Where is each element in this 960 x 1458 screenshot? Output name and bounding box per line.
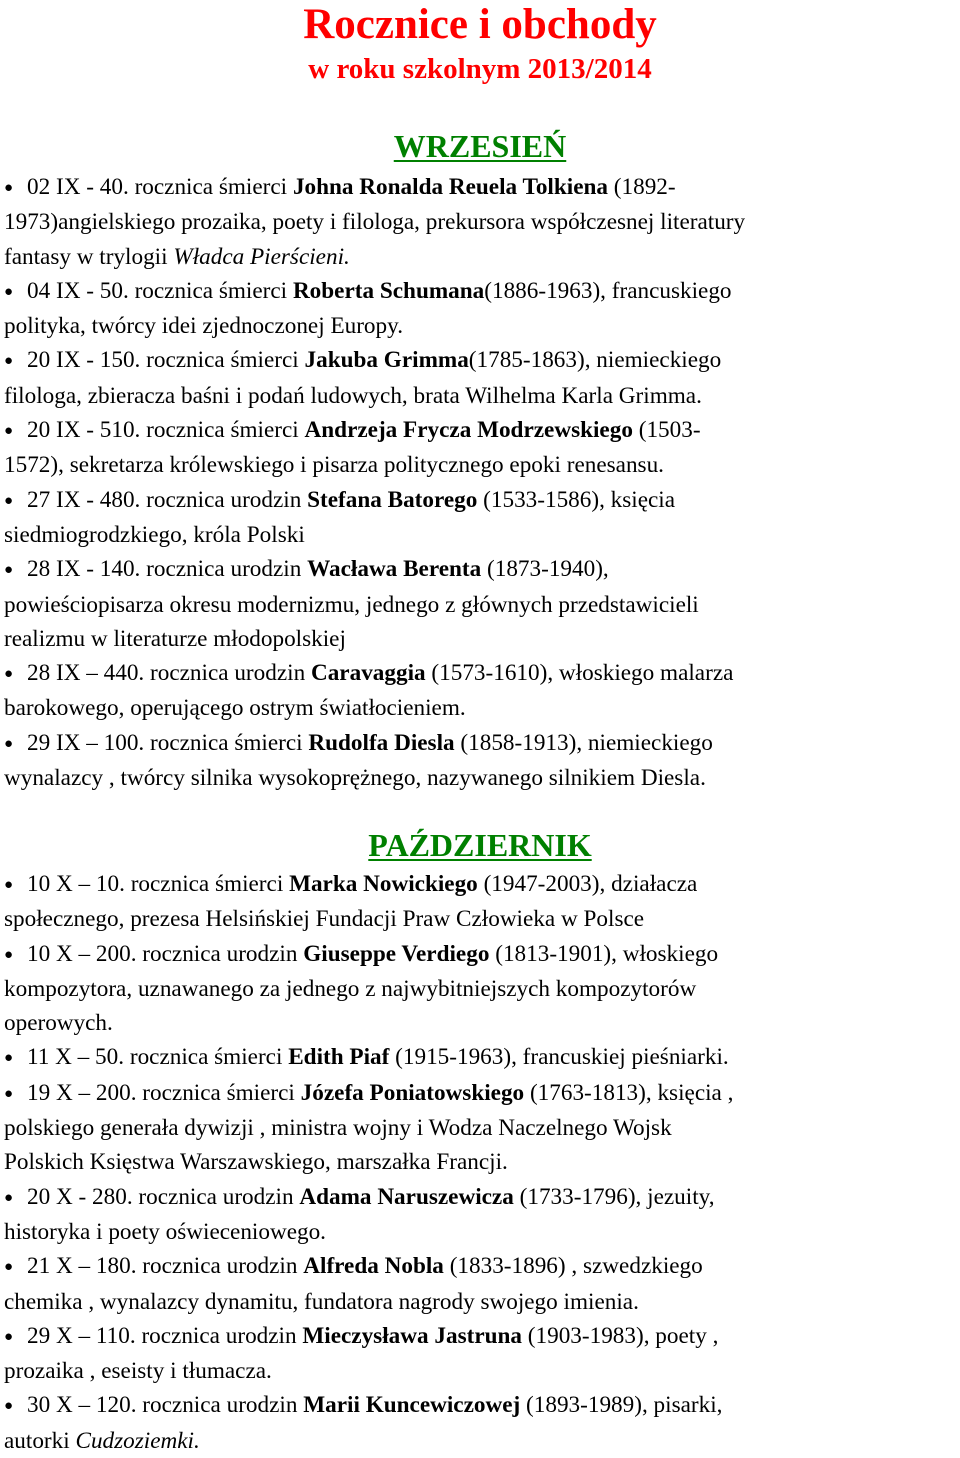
entry-continuation-line	[4, 1424, 960, 1458]
entry-person: Marka Nowickiego	[289, 871, 478, 897]
entry-detail: (1915-1963), francuskiej pieśniarki.	[395, 1044, 729, 1071]
entry-work-title: Cudzoziemki.	[75, 1427, 200, 1454]
entry-first-line	[4, 726, 960, 761]
entry-event: rocznica urodzin	[142, 1253, 298, 1280]
entry-event: rocznica śmierci	[150, 729, 303, 756]
entry-event: rocznica śmierci	[146, 417, 299, 444]
entry-detail: autorki	[4, 1427, 76, 1454]
bullet-icon: ●	[4, 1085, 14, 1102]
entry-first-line	[4, 1388, 960, 1423]
entry-detail: (1813-1901), włoskiego	[495, 940, 719, 967]
entry-date: 02 IX - 40.	[27, 174, 129, 200]
entry-detail: operowych.	[4, 1010, 113, 1037]
entry-person: Andrzeja Frycza Modrzewskiego	[304, 417, 633, 444]
entry-event: rocznica urodzin	[150, 660, 306, 687]
entry-date: 28 IX - 140.	[27, 556, 141, 583]
entry-event: rocznica śmierci	[129, 1044, 283, 1071]
entry-detail: 1973)angielskiego prozaika, poety i filologa, prekursora współczesnej literatury	[4, 209, 746, 236]
entry-detail: chemika , wynalazcy dynamitu, fundatora nagrody swojego imienia.	[4, 1288, 639, 1315]
bullet-icon: ●	[4, 283, 14, 300]
entry-first-line	[4, 1076, 960, 1111]
entry-date: 20 IX - 510.	[27, 417, 141, 444]
bullet-icon: ●	[4, 562, 14, 579]
entry-event: rocznica urodzin	[146, 486, 302, 513]
entry-first-line	[4, 867, 960, 902]
entry-event: rocznica urodzin	[142, 1392, 298, 1419]
entry-event: rocznica urodzin	[142, 940, 298, 967]
entry-detail: społecznego, prezesa Helsińskiej Fundacji Praw Człowieka w Polsce	[4, 906, 645, 933]
entry-person: Stefana Batorego	[307, 486, 478, 513]
entry-date: 28 IX – 440.	[27, 660, 145, 687]
bullet-icon: ●	[4, 1328, 14, 1345]
entry-person: Roberta Schumana	[292, 277, 485, 304]
entry-event: rocznica śmierci	[142, 1079, 295, 1106]
entry-detail: historyka i poety oświeceniowego.	[4, 1218, 326, 1245]
entry-detail: (1893-1989), pisarki,	[526, 1392, 723, 1419]
bullet-icon: ●	[4, 1189, 14, 1206]
entry-detail: (1763-1813), księcia ,	[529, 1079, 734, 1106]
entry-detail: prozaika , eseisty i tłumacza.	[4, 1358, 272, 1385]
entry-date: 20 IX - 150.	[27, 347, 141, 374]
entry-date: 29 IX – 100.	[27, 729, 145, 756]
entry-continuation-line	[4, 1111, 960, 1145]
entry-person: Mieczysława Jastruna	[302, 1322, 522, 1349]
entry-detail: (1886-1963), francuskiego	[484, 277, 732, 304]
entry-first-line	[4, 1319, 960, 1354]
entry-date: 21 X – 180.	[27, 1253, 137, 1280]
entry-continuation-line	[4, 622, 960, 656]
page-subtitle: w roku szkolnym 2013/2014	[308, 53, 652, 85]
entry-continuation-line	[4, 761, 960, 795]
bullet-icon: ●	[4, 735, 14, 752]
entry-event: rocznica śmierci	[130, 871, 284, 897]
entry-date: 10 X – 10.	[27, 871, 125, 897]
entry-continuation-line	[4, 205, 960, 239]
month-heading-september: WRZESIEŃ	[393, 128, 567, 164]
entry-person: Johna Ronalda Reuela Tolkiena	[292, 174, 608, 200]
entry-detail: (1947-2003), działacza	[483, 871, 698, 897]
bullet-icon: ●	[4, 1398, 14, 1415]
entry-continuation-line	[4, 1215, 960, 1249]
entry-detail: Polskich Księstwa Warszawskiego, marszałka Francji.	[4, 1149, 508, 1176]
entry-detail: barokowego, operującego ostrym światłocieniem.	[4, 695, 466, 722]
entry-first-line	[4, 1180, 960, 1215]
entry-first-line	[4, 343, 960, 378]
entry-continuation-line	[4, 379, 960, 413]
entry-first-line	[4, 483, 960, 518]
entry-event: rocznica śmierci	[134, 174, 288, 200]
entry-date: 11 X – 50.	[27, 1044, 125, 1071]
entry-detail: siedmiogrodzkiego, króla Polski	[4, 521, 305, 548]
entry-first-line	[4, 1040, 960, 1075]
entry-work-title: Władca Pierścieni.	[173, 243, 350, 270]
month-heading-october: PAŹDZIERNIK	[368, 827, 592, 863]
entry-first-line	[4, 413, 960, 448]
entry-person: Giuseppe Verdiego	[303, 940, 490, 967]
bullet-icon: ●	[4, 946, 14, 963]
entry-continuation-line	[4, 972, 960, 1006]
entry-first-line	[4, 552, 960, 587]
entry-event: rocznica urodzin	[141, 1322, 297, 1349]
entry-event: rocznica śmierci	[134, 277, 288, 304]
entry-continuation-line	[4, 240, 960, 274]
entry-date: 27 IX - 480.	[27, 486, 141, 513]
bullet-icon: ●	[4, 877, 14, 893]
entry-person: Adama Naruszewicza	[299, 1183, 514, 1210]
bullet-icon: ●	[4, 1259, 14, 1276]
bullet-icon: ●	[4, 666, 14, 683]
entry-list-september	[4, 170, 960, 795]
bullet-icon: ●	[4, 353, 14, 370]
entry-detail: (1503-	[638, 417, 701, 444]
entry-continuation-line	[4, 902, 960, 936]
entry-detail: (1785-1863), niemieckiego	[468, 347, 722, 374]
entry-detail: (1858-1913), niemieckiego	[460, 729, 713, 756]
entry-person: Jakuba Grimma	[304, 347, 469, 374]
entry-detail: fantasy w trylogii	[4, 243, 174, 270]
entry-person: Wacława Berenta	[307, 556, 482, 583]
entry-detail: realizmu w literaturze młodopolskiej	[4, 625, 346, 652]
entry-person: Józefa Poniatowskiego	[300, 1079, 525, 1106]
entry-continuation-line	[4, 1354, 960, 1388]
bullet-icon: ●	[4, 180, 14, 196]
entry-detail: (1833-1896) , szwedzkiego	[449, 1253, 703, 1280]
entry-continuation-line	[4, 309, 960, 343]
entry-detail: polskiego generała dywizji , ministra wojny i Wodza Naczelnego Wojsk	[4, 1115, 672, 1142]
entry-date: 19 X – 200.	[27, 1079, 137, 1106]
entry-continuation-line	[4, 691, 960, 725]
entry-date: 10 X – 200.	[27, 940, 137, 967]
bullet-icon: ●	[4, 1050, 14, 1067]
entry-detail: (1903-1983), poety ,	[527, 1322, 719, 1349]
entry-continuation-line	[4, 448, 960, 482]
entry-first-line	[4, 937, 960, 972]
entry-event: rocznica śmierci	[146, 347, 299, 374]
entry-person: Edith Piaf	[288, 1044, 390, 1071]
entry-date: 04 IX - 50.	[27, 277, 129, 304]
entry-person: Marii Kuncewiczowej	[303, 1392, 521, 1419]
bullet-icon: ●	[4, 423, 14, 440]
entry-detail: (1892-	[613, 174, 676, 200]
entry-continuation-line	[4, 518, 960, 552]
entry-person: Caravaggia	[310, 660, 426, 687]
entry-detail: powieściopisarza okresu modernizmu, jednego z głównych przedstawicieli	[4, 591, 699, 618]
entry-first-line	[4, 656, 960, 691]
entry-continuation-line	[4, 1285, 960, 1319]
page-title: Rocznice i obchody	[303, 1, 657, 48]
entry-event: rocznica urodzin	[146, 556, 302, 583]
entry-person: Alfreda Nobla	[303, 1253, 444, 1280]
entry-detail: filologa, zbieracza baśni i podań ludowych, brata Wilhelma Karla Grimma.	[4, 382, 702, 409]
entry-first-line	[4, 274, 960, 309]
entry-date: 29 X – 110.	[27, 1322, 136, 1349]
entry-detail: (1873-1940),	[487, 556, 609, 583]
bullet-icon: ●	[4, 492, 14, 509]
entry-continuation-line	[4, 588, 960, 622]
entry-detail: 1572), sekretarza królewskiego i pisarza politycznego epoki renesansu.	[4, 452, 664, 479]
entry-first-line	[4, 170, 960, 205]
entry-first-line	[4, 1249, 960, 1284]
entry-person: Rudolfa Diesla	[308, 729, 455, 756]
entry-event: rocznica urodzin	[138, 1183, 294, 1210]
entry-detail: (1573-1610), włoskiego malarza	[431, 660, 734, 687]
entry-detail: wynalazcy , twórcy silnika wysokoprężnego, nazywanego silnikiem Diesla.	[4, 765, 706, 792]
entry-date: 30 X – 120.	[27, 1392, 137, 1419]
entry-detail: polityka, twórcy idei zjednoczonej Europy.	[4, 313, 403, 340]
entry-detail: kompozytora, uznawanego za jednego z najwybitniejszych kompozytorów	[4, 975, 697, 1002]
entry-detail: (1733-1796), jezuity,	[519, 1183, 715, 1210]
entry-date: 20 X - 280.	[27, 1183, 133, 1210]
entry-continuation-line	[4, 1006, 960, 1040]
entry-list-october	[4, 867, 960, 1458]
entry-detail: (1533-1586), księcia	[483, 486, 676, 513]
entry-continuation-line	[4, 1145, 960, 1179]
